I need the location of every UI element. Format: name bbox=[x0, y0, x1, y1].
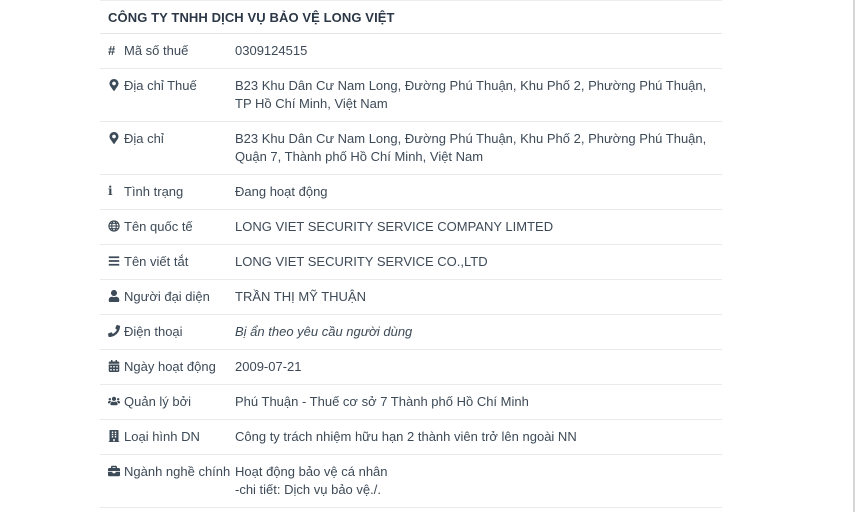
row-value-text: B23 Khu Dân Cư Nam Long, Đường Phú Thuận, Khu Phố 2, Phường Phú Thuận, TP Hồ Chí Minh, Việt Nam bbox=[235, 78, 707, 111]
row-value-text: Hoạt động bảo vệ cá nhân bbox=[235, 464, 388, 479]
row-value bbox=[235, 463, 714, 499]
company-info-card bbox=[100, 0, 722, 508]
globe-icon bbox=[108, 220, 124, 232]
building-icon bbox=[108, 430, 124, 442]
row-value bbox=[235, 393, 714, 411]
table-row bbox=[100, 280, 722, 315]
calendar-icon bbox=[108, 360, 124, 372]
row-label bbox=[108, 428, 235, 446]
table-row bbox=[100, 175, 722, 210]
users-icon bbox=[108, 395, 124, 407]
row-label bbox=[108, 358, 235, 376]
row-value-text: LONG VIET SECURITY SERVICE CO.,LTD bbox=[235, 254, 488, 269]
user-icon bbox=[108, 290, 124, 302]
map-marker-icon bbox=[108, 79, 124, 91]
row-label bbox=[108, 323, 235, 341]
row-label-text: Loại hình DN bbox=[124, 429, 200, 444]
bars-icon bbox=[108, 255, 124, 267]
row-label bbox=[108, 183, 235, 201]
row-value bbox=[235, 428, 714, 446]
row-label-text: Địa chỉ bbox=[124, 131, 164, 146]
row-label-text: Ngành nghề chính bbox=[124, 464, 231, 479]
row-label-text: Tên viết tắt bbox=[124, 254, 189, 269]
table-row bbox=[100, 385, 722, 420]
row-value bbox=[235, 218, 714, 236]
row-value-text: Bị ẩn theo yêu cầu người dùng bbox=[235, 324, 413, 339]
row-label-text: Ngày hoạt động bbox=[124, 359, 216, 374]
row-value-text: B23 Khu Dân Cư Nam Long, Đường Phú Thuận, Khu Phố 2, Phường Phú Thuận, Quận 7, Thành phố Hồ Chí Minh, Việt Nam bbox=[235, 131, 707, 164]
phone-icon bbox=[108, 325, 124, 337]
row-value-text: Công ty trách nhiệm hữu hạn 2 thành viên trở lên ngoài NN bbox=[235, 429, 577, 444]
row-value bbox=[235, 42, 714, 60]
row-label bbox=[108, 288, 235, 306]
row-value-detail: -chi tiết: Dịch vụ bảo vệ./. bbox=[235, 482, 381, 497]
row-label bbox=[108, 130, 235, 148]
table-row bbox=[100, 210, 722, 245]
row-label-text: Mã số thuế bbox=[124, 43, 189, 58]
table-row bbox=[100, 350, 722, 385]
table-row bbox=[100, 245, 722, 280]
row-label bbox=[108, 463, 235, 481]
row-value bbox=[235, 130, 714, 166]
table-row bbox=[100, 420, 722, 455]
row-value-text: LONG VIET SECURITY SERVICE COMPANY LIMTED bbox=[235, 219, 554, 234]
row-value bbox=[235, 183, 714, 201]
right-edge-divider bbox=[853, 0, 855, 512]
table-row bbox=[100, 315, 722, 350]
row-value-text: 2009-07-21 bbox=[235, 359, 302, 374]
row-label-text: Quản lý bởi bbox=[124, 394, 192, 409]
row-label bbox=[108, 77, 235, 95]
table-row bbox=[100, 69, 722, 122]
row-value bbox=[235, 77, 714, 113]
info-icon: i bbox=[108, 184, 113, 198]
row-label-text: Địa chỉ Thuế bbox=[124, 78, 197, 93]
row-label bbox=[108, 218, 235, 236]
table-row bbox=[100, 122, 722, 175]
row-value-text: Phú Thuận - Thuế cơ sở 7 Thành phố Hồ Chí Minh bbox=[235, 394, 529, 409]
row-value-text: 0309124515 bbox=[235, 43, 308, 58]
company-name-title: CÔNG TY TNHH DỊCH VỤ BẢO VỆ LONG VIỆT bbox=[100, 1, 722, 34]
row-value-text: Đang hoạt động bbox=[235, 184, 328, 199]
briefcase-icon bbox=[108, 465, 124, 477]
row-value bbox=[235, 358, 714, 376]
row-label-text: Tình trạng bbox=[124, 184, 184, 199]
table-row bbox=[100, 34, 722, 69]
row-label bbox=[108, 253, 235, 271]
row-value bbox=[235, 323, 714, 341]
hash-icon: # bbox=[108, 43, 116, 58]
row-label-text: Tên quốc tế bbox=[124, 219, 193, 234]
row-label bbox=[108, 42, 235, 60]
row-value bbox=[235, 253, 714, 271]
map-marker-icon bbox=[108, 132, 124, 144]
info-table bbox=[100, 34, 722, 508]
row-label-text: Người đại diện bbox=[124, 289, 210, 304]
row-value-text: TRẦN THỊ MỸ THUẬN bbox=[235, 289, 366, 304]
row-value bbox=[235, 288, 714, 306]
row-label-text: Điện thoại bbox=[124, 324, 183, 339]
table-row bbox=[100, 455, 722, 508]
row-label bbox=[108, 393, 235, 411]
